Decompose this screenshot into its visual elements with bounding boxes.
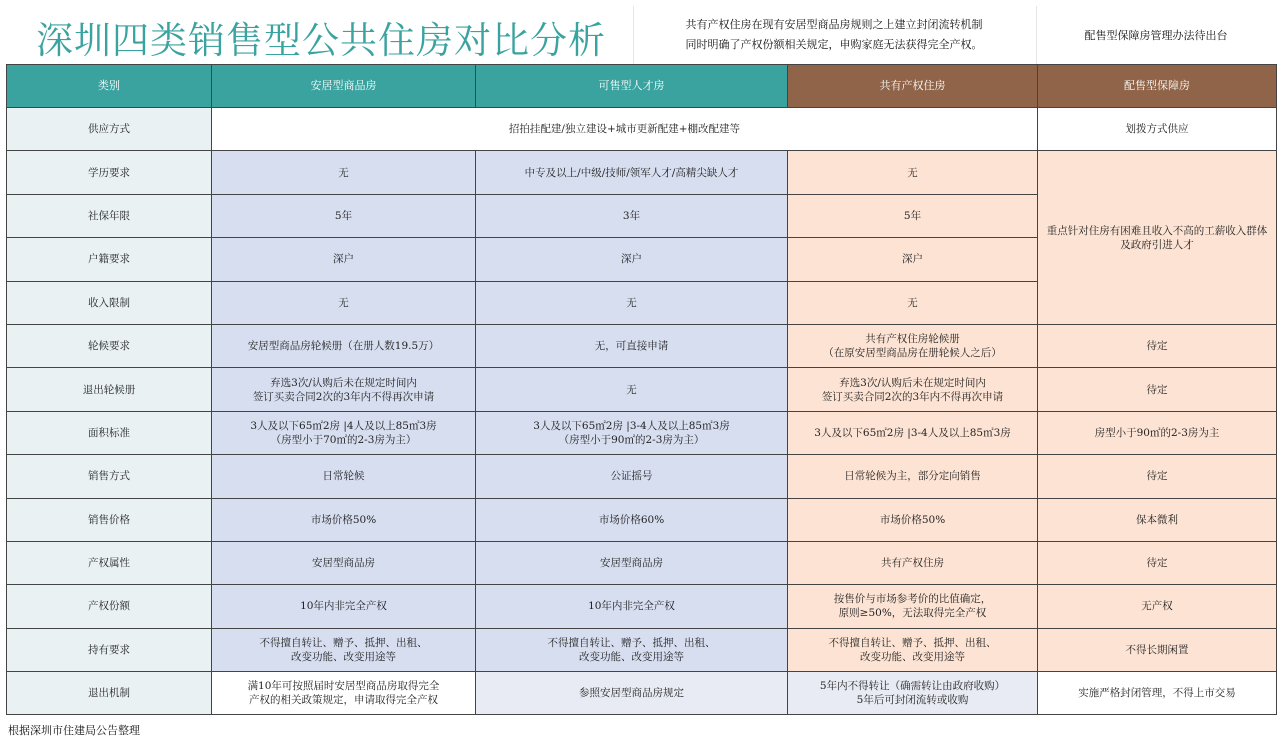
table-cell: 5年	[212, 194, 476, 237]
row-label: 收入限制	[7, 281, 212, 324]
table-cell: 深户	[788, 238, 1038, 281]
table-cell: 深户	[476, 238, 788, 281]
row-label: 产权属性	[7, 541, 212, 584]
row-label: 学历要求	[7, 151, 212, 194]
row-label: 退出机制	[7, 672, 212, 715]
table-cell: 无，可直接申请	[476, 324, 788, 367]
table-cell: 共有产权住房	[788, 541, 1038, 584]
table-row	[7, 368, 1277, 411]
table-cell: 无	[212, 281, 476, 324]
column-header: 可售型人才房	[476, 65, 788, 108]
table-cell: 无	[788, 151, 1038, 194]
header-row	[7, 65, 1277, 108]
table-row	[7, 324, 1277, 367]
table-row	[7, 455, 1277, 498]
row-label: 户籍要求	[7, 238, 212, 281]
table-cell: 无	[476, 368, 788, 411]
table-cell: 待定	[1038, 541, 1277, 584]
row-label: 退出轮候册	[7, 368, 212, 411]
table-cell: 无	[476, 281, 788, 324]
row-label: 轮候要求	[7, 324, 212, 367]
table-cell: 市场价格50%	[212, 498, 476, 541]
table-cell: 3人及以下65㎡2房 |3-4人及以上85㎡3房	[788, 411, 1038, 454]
table-row	[7, 411, 1277, 454]
table-cell: 共有产权住房轮候册 （在原安居型商品房在册轮候人之后）	[788, 324, 1038, 367]
table-cell: 无	[788, 281, 1038, 324]
table-cell: 公证摇号	[476, 455, 788, 498]
table-cell: 3年	[476, 194, 788, 237]
table-cell: 不得擅自转让、赠予、抵押、出租、 改变功能、改变用途等	[212, 628, 476, 671]
table-cell: 待定	[1038, 455, 1277, 498]
table-cell: 房型小于90㎡的2-3房为主	[1038, 411, 1277, 454]
table-cell: 保本微利	[1038, 498, 1277, 541]
row-label: 社保年限	[7, 194, 212, 237]
table-cell: 5年	[788, 194, 1038, 237]
table-cell: 中专及以上/中级/技师/领军人才/高精尖缺人才	[476, 151, 788, 194]
table-cell: 10年内非完全产权	[212, 585, 476, 628]
table-cell: 弃选3次/认购后未在规定时间内 签订买卖合同2次的3年内不得再次申请	[212, 368, 476, 411]
column-header: 类别	[7, 65, 212, 108]
page-title: 深圳四类销售型公共住房对比分析	[36, 19, 606, 62]
row-label: 产权份额	[7, 585, 212, 628]
table-cell: 3人及以下65㎡2房 |4人及以上85㎡3房 （房型小于70㎡的2-3房为主）	[212, 411, 476, 454]
table-cell: 待定	[1038, 324, 1277, 367]
table-cell: 待定	[1038, 368, 1277, 411]
table-row	[7, 541, 1277, 584]
table-cell: 5年内不得转让（确需转让由政府收购） 5年后可封闭流转或收购	[788, 672, 1038, 715]
row-label: 销售方式	[7, 455, 212, 498]
table-cell: 市场价格60%	[476, 498, 788, 541]
header-note-line-2: 同时明确了产权份额相关规定，申购家庭无法获得完全产权。	[685, 38, 983, 51]
table-cell: 10年内非完全产权	[476, 585, 788, 628]
column-header: 安居型商品房	[212, 65, 476, 108]
table-cell: 日常轮候为主，部分定向销售	[788, 455, 1038, 498]
table-cell: 安居型商品房轮候册（在册人数19.5万）	[212, 324, 476, 367]
row-label: 持有要求	[7, 628, 212, 671]
table-cell: 满10年可按照届时安居型商品房取得完全 产权的相关政策规定，申请取得完全产权	[212, 672, 476, 715]
table-row	[7, 108, 1277, 151]
table-cell: 实施严格封闭管理，不得上市交易	[1038, 672, 1277, 715]
table-cell: 无	[212, 151, 476, 194]
comparison-table	[6, 64, 1277, 715]
table-cell: 按售价与市场参考价的比值确定， 原则≥50%，无法取得完全产权	[788, 585, 1038, 628]
table-cell: 划拨方式供应	[1038, 108, 1277, 151]
table-cell: 无产权	[1038, 585, 1277, 628]
source-note: 根据深圳市住建局公告整理	[8, 724, 140, 737]
table-cell: 弃选3次/认购后未在规定时间内 签订买卖合同2次的3年内不得再次申请	[788, 368, 1038, 411]
row-label: 面积标准	[7, 411, 212, 454]
table-cell: 参照安居型商品房规定	[476, 672, 788, 715]
table-cell: 市场价格50%	[788, 498, 1038, 541]
column-header: 配售型保障房	[1038, 65, 1277, 108]
table-row	[7, 628, 1277, 671]
row-label: 销售价格	[7, 498, 212, 541]
table-cell: 安居型商品房	[476, 541, 788, 584]
table-cell: 3人及以下65㎡2房 |3-4人及以上85㎡3房 （房型小于90㎡的2-3房为主）	[476, 411, 788, 454]
header-note-line-1: 共有产权住房在现有安居型商品房规则之上建立封闭流转机制	[685, 18, 983, 31]
header-note	[633, 6, 1035, 64]
table-cell: 日常轮候	[212, 455, 476, 498]
table-row	[7, 151, 1277, 194]
column-header: 共有产权住房	[788, 65, 1038, 108]
table-row	[7, 672, 1277, 715]
table-cell: 不得擅自转让、赠予、抵押、出租、 改变功能、改变用途等	[788, 628, 1038, 671]
table-cell: 招拍挂配建/独立建设+城市更新配建+棚改配建等	[212, 108, 1038, 151]
table-row	[7, 585, 1277, 628]
row-label: 供应方式	[7, 108, 212, 151]
table-row	[7, 498, 1277, 541]
table-cell: 重点针对住房有困难且收入不高的工薪收入群体及政府引进人才	[1038, 151, 1277, 325]
table-cell: 不得擅自转让、赠予、抵押、出租、 改变功能、改变用途等	[476, 628, 788, 671]
table-cell: 深户	[212, 238, 476, 281]
header-note-right: 配售型保障房管理办法待出台	[1084, 29, 1228, 42]
table-cell: 安居型商品房	[212, 541, 476, 584]
table-cell: 不得长期闲置	[1038, 628, 1277, 671]
